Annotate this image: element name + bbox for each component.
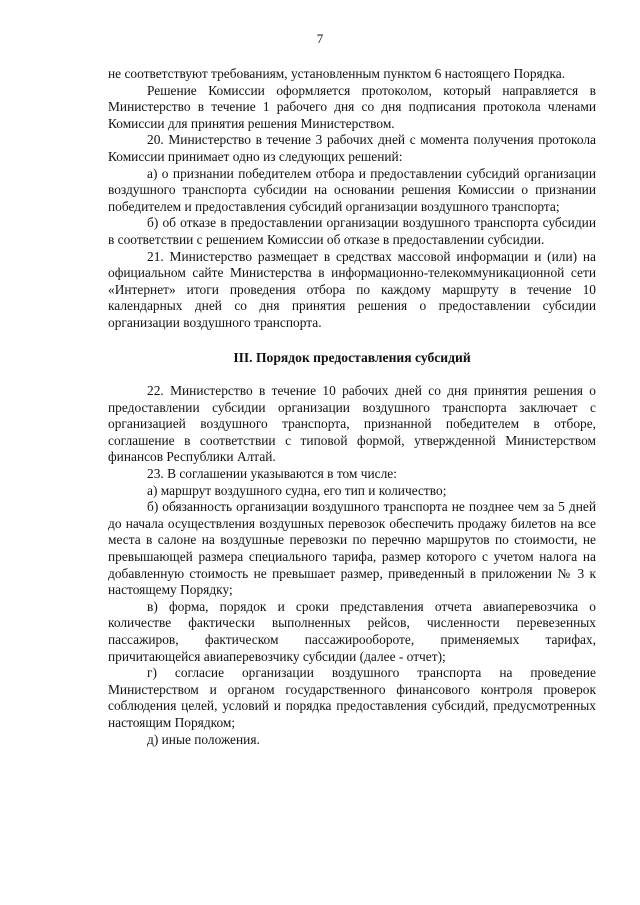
paragraph-23a: а) маршрут воздушного судна, его тип и количество; [147,482,447,498]
paragraph-20: 20. Министерство в течение 3 рабочих дней с момента получения протокола Комиссии принимает одно из следующих решений: [108,132,596,164]
page-number: 7 [316,31,324,46]
paragraph-22: 22. Министерство в течение 10 рабочих дней со дня принятия решения о предоставлении субсидии организации воздушного транспорта заключает с организацией воздушного транспорта, признанной победителем в отборе, соглашение в соответствии с типовой формой, утвержденной Министерством финансов Республики Алтай. [108,383,596,465]
paragraph-23b: б) обязанность организации воздушного транспорта не позднее чем за 5 дней до начала осуществления воздушных перевозок обеспечить продажу билетов на все места в салоне на воздушные перевозки по перечню маршрутов по стоимости, не превышающей размера специального тарифа, размер которого с учетом налога на добавленную стоимость не превышает размер, приведенный в приложении № 3 к настоящему Порядку; [108,499,596,598]
paragraph-23d: г) согласие организации воздушного транспорта на проведение Министерством и органом государственного финансового контроля проверок соблюдения целей, условий и порядка предоставления субсидий, предусмотренных настоящим Порядком; [108,665,596,730]
paragraph-23e: д) иные положения. [147,731,260,747]
paragraph-23: 23. В соглашении указываются в том числе: [147,466,397,482]
paragraph-20a: а) о признании победителем отбора и предоставлении субсидий организации воздушного транспорта субсидии на основании решения Комиссии о признании победителем и предоставления субсидий организации воздушного транспорта; [108,165,596,214]
paragraph-commission-decision: Решение Комиссии оформляется протоколом, который направляется в Министерство в течение 1 рабочего дня со дня подписания протокола членами Комиссии для принятия решения Министерством. [108,82,596,131]
section-heading: III. Порядок предоставления субсидий [233,349,471,365]
paragraph-continuation: не соответствуют требованиям, установленным пунктом 6 настоящего Порядка. [108,66,566,81]
document-body [108,66,596,748]
paragraph-21: 21. Министерство размещает в средствах массовой информации и (или) на официальном сайте Министерства в информационно-телекоммуникационной сети «Интернет» итоги проведения отбора по каждому маршруту в течение 10 календарных дней со дня принятия решения о предоставлении субсидии организации воздушного транспорта. [108,248,596,330]
paragraph-23c: в) форма, порядок и сроки представления отчета авиаперевозчика о количестве фактически выполненных рейсов, численности перевезенных пассажиров, фактическом пассажирообороте, применяемых тарифах, причитающейся авиаперевозчику субсидии (далее - отчет); [108,598,596,664]
paragraph-20b: б) об отказе в предоставлении организации воздушного транспорта субсидии в соответствии с решением Комиссии об отказе в предоставлении субсидии. [108,215,596,247]
